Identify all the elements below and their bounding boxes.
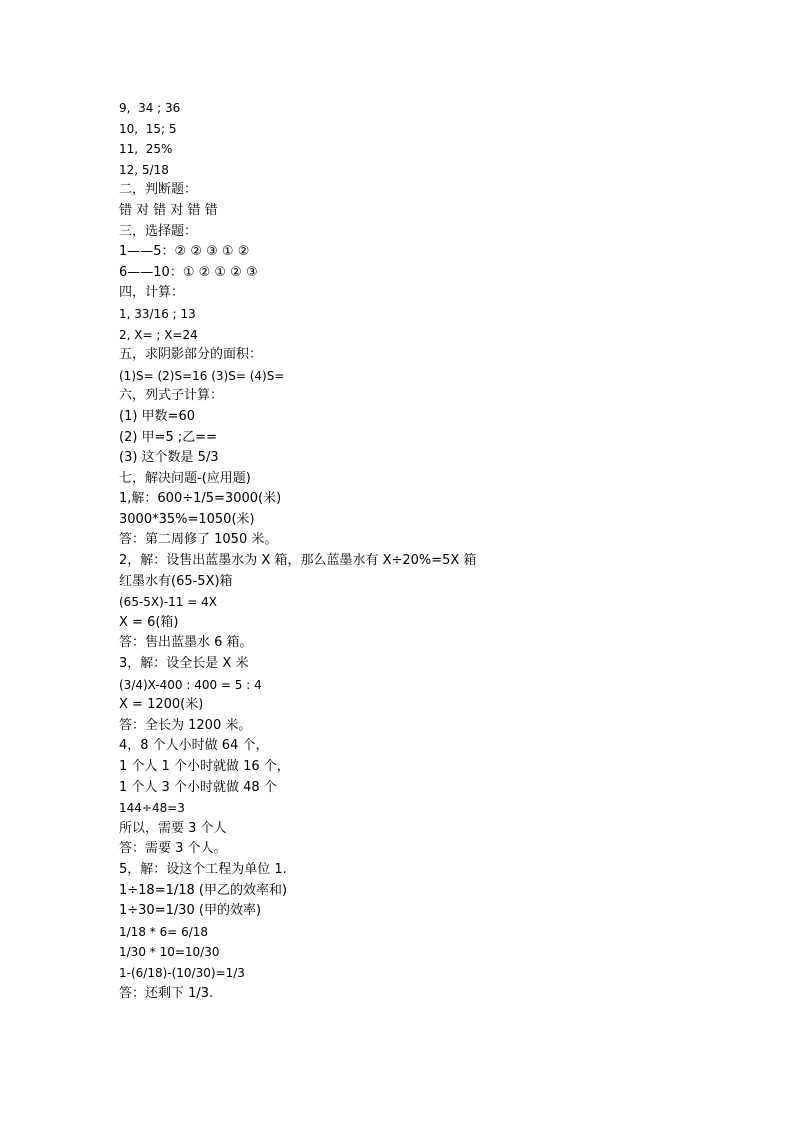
answer-line: 1/18 * 6= 6/18 — [119, 924, 209, 939]
answer-line: (65-5X)-11 = 4X — [119, 595, 217, 610]
answer-line: 1-(6/18)-(10/30)=1/3 — [119, 965, 245, 980]
answer-line: 答：第二周修了 1050 米。 — [119, 532, 278, 548]
answer-line: 11, 25% — [119, 142, 173, 157]
answer-line: 答：售出蓝墨水 6 箱。 — [119, 635, 253, 651]
answer-line: 2，解：设售出蓝墨水为 X 箱，那么蓝墨水有 X÷20%=5X 箱 — [119, 553, 477, 569]
answer-line: 所以，需要 3 个人 — [119, 820, 227, 836]
section-heading: 四，计算： — [119, 285, 185, 301]
section-heading: 五，求阴影部分的面积： — [119, 347, 263, 363]
answer-line: 红墨水有(65-5X)箱 — [119, 573, 233, 589]
answer-line: (1)S= (2)S=16 (3)S= (4)S= — [119, 368, 285, 383]
answer-line: 9, 34 ; 36 — [119, 101, 181, 115]
answer-line: 3000*35%=1050(米) — [119, 511, 255, 527]
answer-line: 4，8 个人小时做 64 个， — [119, 738, 269, 754]
answer-line: X = 6(箱) — [119, 614, 179, 630]
answer-line: 144÷48=3 — [119, 801, 185, 816]
answer-line: 答：全长为 1200 米。 — [119, 717, 252, 733]
answer-line: 3，解：设全长是 X 米 — [119, 656, 249, 672]
answer-line: 答：需要 3 个人。 — [119, 841, 227, 857]
answer-line: 1 个人 3 个小时就做 48 个 — [119, 779, 277, 795]
answer-line: 1 个人 1 个小时就做 16 个， — [119, 759, 290, 774]
answer-line: 12, 5/18 — [119, 162, 169, 177]
answer-line: 错 对 错 对 错 错 — [119, 202, 218, 218]
answer-line: 1, 33/16 ; 13 — [119, 306, 196, 321]
answer-line: 1÷18=1/18 (甲乙的效率和) — [119, 882, 288, 898]
answer-line: X = 1200(米) — [119, 697, 204, 713]
section-heading: 六，列式子计算： — [119, 388, 224, 404]
answer-line: 2, X= ; X=24 — [119, 327, 198, 342]
answer-line: 1,解：600÷1/5=3000(米) — [119, 491, 282, 507]
answer-line: (3/4)X-400 : 400 = 5 : 4 — [119, 677, 262, 692]
answer-line: 答：还剩下 1/3. — [119, 985, 214, 1001]
answer-line: 10, 15; 5 — [119, 121, 177, 136]
answer-line: 1——5：② ② ③ ① ② — [119, 244, 250, 260]
answer-line: 5，解：设这个工程为单位 1. — [119, 861, 287, 877]
answer-lines — [119, 98, 759, 1004]
answer-line: 6——10：① ② ① ② ③ — [119, 264, 258, 280]
answer-line: (1) 甲数=60 — [119, 408, 195, 424]
section-heading: 二，判断题： — [119, 182, 198, 198]
section-heading: 七，解决问题-(应用题) — [119, 470, 251, 486]
answer-line: (2) 甲=5 ;乙== — [119, 429, 218, 445]
answer-line: 1/30 * 10=10/30 — [119, 945, 220, 960]
section-heading: 三，选择题： — [119, 223, 198, 239]
answer-line: (3) 这个数是 5/3 — [119, 450, 219, 466]
answer-line: 1÷30=1/30 (甲的效率) — [119, 903, 262, 919]
